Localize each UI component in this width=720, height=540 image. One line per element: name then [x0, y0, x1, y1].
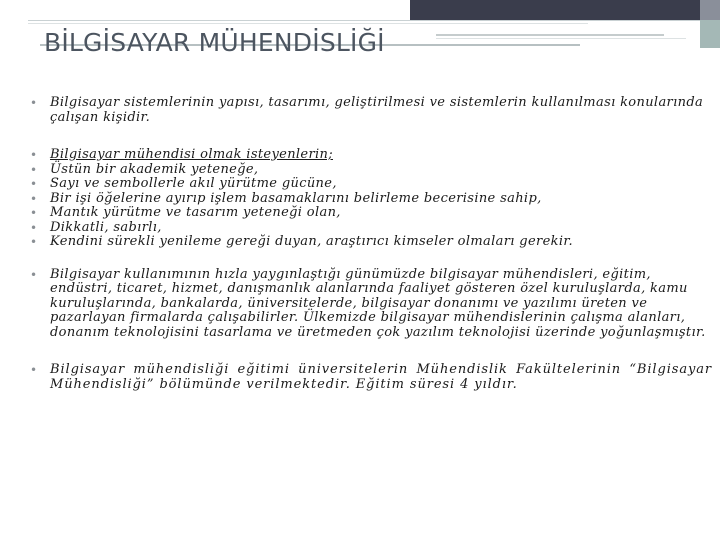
- slide-body: [28, 96, 712, 392]
- header-corner-teal: [700, 20, 720, 48]
- header-bar-dark: [410, 0, 700, 20]
- education-list: [28, 363, 712, 392]
- definition-item: • Bilgisayar sistemlerinin yapısı, tasarımı, geliştirilmesi ve sistemlerin kullanılması konularında çalışan kişidir.: [28, 96, 712, 125]
- requirement-item: • Dikkatli, sabırlı,: [28, 221, 712, 236]
- requirement-item: • Kendini sürekli yenileme gereği duyan, araştırıcı kimseler olmaları gerekir.: [28, 235, 712, 250]
- requirement-item: • Bir işi öğelerine ayırıp işlem basamaklarını belirleme becerisine sahip,: [28, 192, 712, 207]
- decorative-line: [436, 34, 664, 36]
- education-item: • Bilgisayar mühendisliği eğitimi üniversitelerin Mühendislik Fakültelerinin “Bilgisayar Mühendisliği” bölümünde verilmektedir. Eğitim süresi 4 yıldır.: [28, 363, 712, 392]
- requirements-intro: • Bilgisayar mühendisi olmak isteyenlerin;: [28, 148, 712, 163]
- requirement-item: • Mantık yürütme ve tasarım yeteneği olan,: [28, 206, 712, 221]
- employment-item: • Bilgisayar kullanımının hızla yaygınlaştığı günümüzde bilgisayar mühendisleri, eğitim, endüstri, ticaret, hizmet, danışmanlık alanlarında faaliyet gösteren özel kuruluşlarda, kamu kuruluşlarında, bankalarda, üniversitelerde, bilgisayar donanımı ve yazılımı üreten ve pazarlayan firmalarda çalışabilirler. Ülkemizde bilgisayar mühendislerinin çalışma alanları, donanım teknolojisini tasarlama ve üretmeden çok yazılım teknolojisi üzerinde yoğunlaşmıştır.: [28, 268, 712, 341]
- requirement-item: • Sayı ve sembollerle akıl yürütme gücüne,: [28, 177, 712, 192]
- header-corner-grey: [700, 0, 720, 20]
- employment-list: [28, 268, 712, 341]
- requirements-list: [28, 148, 712, 250]
- decorative-line: [436, 38, 686, 39]
- definition-list: [28, 96, 712, 125]
- requirement-item: • Üstün bir akademik yeteneğe,: [28, 163, 712, 178]
- decorative-line: [28, 23, 588, 24]
- decorative-line: [28, 20, 700, 21]
- page-title: BİLGİSAYAR MÜHENDİSLİĞİ: [44, 28, 385, 57]
